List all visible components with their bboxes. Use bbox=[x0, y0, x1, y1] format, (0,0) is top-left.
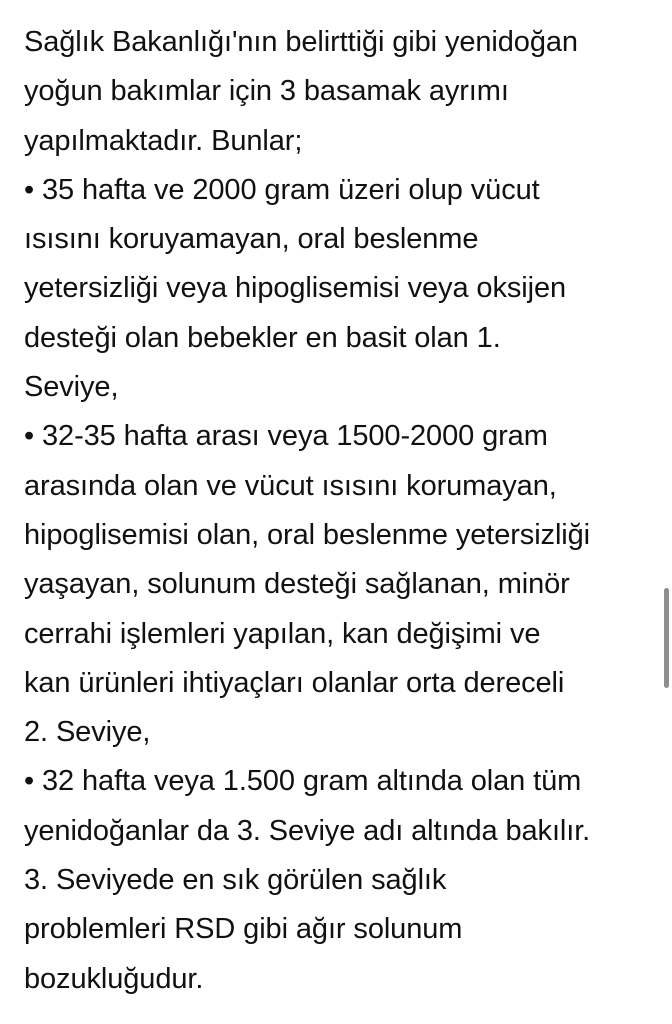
text-line: desteği olan bebekler en basit olan 1. bbox=[24, 321, 501, 354]
text-line: yenidoğanlar da 3. Seviye adı altında bakılır. bbox=[24, 814, 591, 847]
text-line: yaşayan, solunum desteği sağlanan, minör bbox=[24, 568, 570, 601]
bullet-line: • 35 hafta ve 2000 gram üzeri olup vücut bbox=[24, 173, 540, 206]
text-line: kan ürünleri ihtiyaçları olanlar orta dereceli bbox=[24, 666, 565, 699]
text-line: hipoglisemisi olan, oral beslenme yetersizliği bbox=[24, 518, 590, 551]
text-line: problemleri RSD gibi ağır solunum bbox=[24, 913, 463, 946]
text-line: 3. Seviyede en sık görülen sağlık bbox=[24, 864, 447, 897]
text-line: yoğun bakımlar için 3 basamak ayrımı bbox=[24, 75, 509, 108]
text-line: yapılmaktadır. Bunlar; bbox=[24, 124, 303, 157]
bullet-line: • 32 hafta veya 1.500 gram altında olan tüm bbox=[24, 765, 582, 798]
text-line: Seviye, bbox=[24, 371, 119, 404]
text-line: 2. Seviye, bbox=[24, 716, 151, 749]
text-line: yetersizliği veya hipoglisemisi veya oksijen bbox=[24, 272, 566, 305]
text-line: ısısını koruyamayan, oral beslenme bbox=[24, 223, 479, 256]
text-line: arasında olan ve vücut ısısını korumayan, bbox=[24, 469, 557, 502]
text-line: Sağlık Bakanlığı'nın belirttiği gibi yenidoğan bbox=[24, 26, 578, 58]
text-line: cerrahi işlemleri yapılan, kan değişimi ve bbox=[24, 617, 541, 650]
vertical-scrollbar[interactable] bbox=[664, 588, 669, 688]
text-line: bozukluğudur. bbox=[24, 962, 204, 995]
bullet-line: • 32-35 hafta arası veya 1500-2000 gram bbox=[24, 420, 548, 453]
article-body bbox=[24, 18, 654, 1004]
